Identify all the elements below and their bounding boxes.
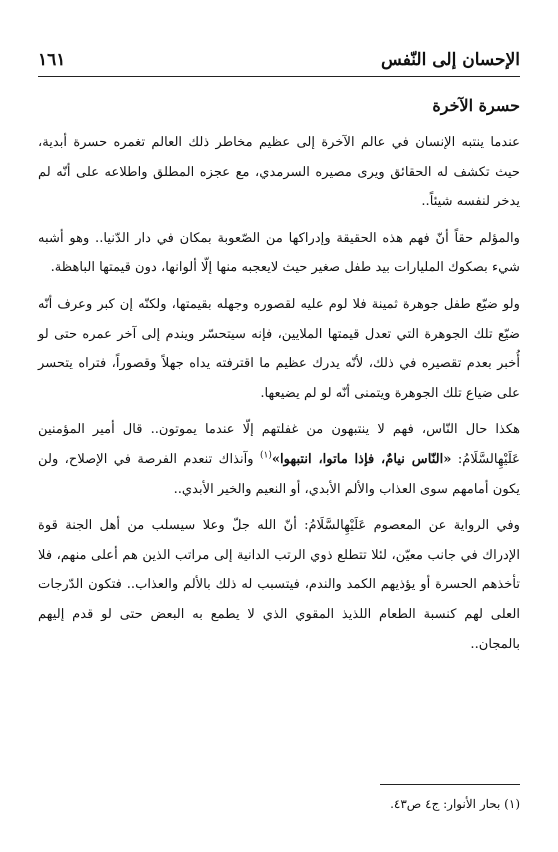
page-number: ١٦١ [38, 50, 66, 70]
paragraph-5: وفي الرواية عن المعصوم عَلَيْهِالسَّلَامُ: أنّ الله جلّ وعلا سيسلب من أهل الجنة قوة الإدراك في جانب معيّن، لئلا تتطلع ذوي الرتب الدانية إلى مراتب الذين هم أعلى منهم، فلا تأخذهم الحسرة أو يؤذيهم الكمد والندم، فيتسبب له ذلك بالألم والعذاب.. فتكون الدّرجات العلى لهم كنسبة الطعام اللذيذ المقوي الذي لا يطمع به البعض حتى لو قدم إليهم بالمجان.. [38, 518, 520, 652]
footnote-rule [380, 784, 520, 785]
paragraph-4-text-before: هكذا حال النّاس، فهم لا ينتبهون من غفلتهم إلّا عندما يموتون.. قال أمير المؤمنين عَلَيْهِالسَّلَامُ: [38, 422, 520, 467]
footnote-reference[interactable]: (١) [259, 450, 272, 461]
paragraph-4-text-after: وآنذاك تنعدم الفرصة في الإصلاح، ولن يكون أمامهم سوى العذاب والألم الأبدي، أو النعيم والخير الأبدي.. [38, 451, 520, 497]
running-title: الإحسان إلى النّفس [381, 50, 520, 70]
paragraph-2: والمؤلم حقاً أنّ فهم هذه الحقيقة وإدراكها من الصّعوبة بمكان في دار الدّنيا.. وهو أشبه شيء بصكوك المليارات بيد طفل صغير حيث لايعجبه منها إلّا ألوانها، دون قيمتها الباهظة. [38, 230, 520, 276]
paragraph-4 [38, 415, 520, 504]
hadith-quote: «النّاس نيامٌ، فإذا ماتوا، انتبهوا» [271, 451, 452, 467]
footnote: (١) بحار الأنوار: ج٤ ص٤٣. [390, 797, 520, 811]
paragraph-3: ولو ضيّع طفل جوهرة ثمينة فلا لوم عليه لقصوره وجهله بقيمتها، ولكنّه إن كبر وعرف أنّه ضيّع تلك الجوهرة التي تعدل قيمتها الملايين، فإنه سيتحسّر ويندم إلى آخر عمره حتى لو أُخبر بعدم تقصيره في ذلك، لأنّه يدرك عظيم ما اقترفته يداه جهلاً وقصوراً، فتراه يتحسر على ضياع تلك الجوهرة ويتمنى أنّه لو لم يضيعها. [38, 296, 520, 401]
page-header [38, 40, 520, 70]
page-body [38, 86, 520, 666]
paragraph-1: عندما ينتبه الإنسان في عالم الآخرة إلى عظيم مخاطر ذلك العالم تغمره حسرة أبدية، حيث تكشف له الحقائق ويرى مصيره السرمدي، مع عجزه المطلق واطلاعه على أنّه لم يدخر لنفسه شيئاً.. [38, 135, 520, 210]
section-heading: حسرة الآخرة [432, 96, 520, 115]
header-rule [38, 76, 520, 77]
